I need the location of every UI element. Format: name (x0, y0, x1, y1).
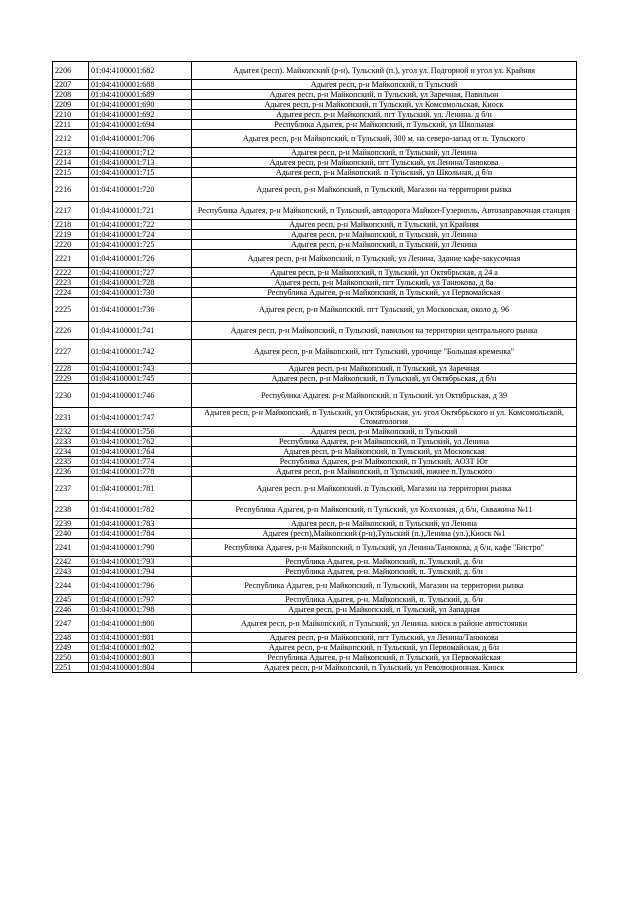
row-number-cell: 2248 (53, 633, 89, 643)
table-row (53, 168, 577, 178)
address-cell: Республика Адыгея, р-н Майкопский, п Тульский, ул Ленина (192, 437, 577, 447)
address-cell: Адыгея респ, р-н Майкопский, п Тульский, Магазин на территории рынка (192, 178, 577, 202)
cadastral-number-cell: 01:04:4100001:782 (89, 501, 192, 519)
table-row (53, 467, 577, 477)
row-number-cell: 2245 (53, 595, 89, 605)
table-row (53, 340, 577, 364)
cadastral-number-cell: 01:04:4100001:774 (89, 457, 192, 467)
cadastral-number-cell: 01:04:4100001:682 (89, 62, 192, 80)
row-number-cell: 2217 (53, 202, 89, 220)
cadastral-number-cell: 01:04:4100001:746 (89, 384, 192, 408)
address-cell: Адыгея респ. р-н Майкопский. п Тульский, Магазин на территории рынка (192, 477, 577, 501)
table-row (53, 408, 577, 427)
address-cell: Адыгея респ, р-н Майкопский, п Тульский, ул Ленина (192, 148, 577, 158)
row-number-cell: 2250 (53, 653, 89, 663)
table-row (53, 220, 577, 230)
cadastral-number-cell: 01:04:4100001:688 (89, 80, 192, 90)
table-row (53, 633, 577, 643)
row-number-cell: 2228 (53, 364, 89, 374)
address-cell: Адыгея респ, р-н Майкопский, п Тульский, павильон на территории центрального рынка (192, 322, 577, 340)
address-cell: Адыгея респ, р-н Майкопский. п Тульский, ул Школьная, д б/н (192, 168, 577, 178)
row-number-cell: 2206 (53, 62, 89, 80)
cadastral-number-cell: 01:04:4100001:800 (89, 615, 192, 633)
row-number-cell: 2238 (53, 501, 89, 519)
cadastral-number-cell: 01:04:4100001:796 (89, 577, 192, 595)
table-row (53, 457, 577, 467)
cadastral-number-cell: 01:04:4100001:743 (89, 364, 192, 374)
row-number-cell: 2208 (53, 90, 89, 100)
table-row (53, 250, 577, 268)
table-row (53, 529, 577, 539)
row-number-cell: 2223 (53, 278, 89, 288)
table-row (53, 62, 577, 80)
address-cell: Адыгея респ, р-н Майкопский, п Тульский, южнее п.Тульского (192, 467, 577, 477)
row-number-cell: 2222 (53, 268, 89, 278)
table-row (53, 110, 577, 120)
cadastral-number-cell: 01:04:4100001:706 (89, 130, 192, 148)
table-row (53, 605, 577, 615)
cadastral-number-cell: 01:04:4100001:728 (89, 278, 192, 288)
table-row (53, 288, 577, 298)
row-number-cell: 2211 (53, 120, 89, 130)
address-cell: Адыгея респ, р-н Майкопский, пгт Тульский, урочище "Большая кременка" (192, 340, 577, 364)
table-row (53, 384, 577, 408)
cadastral-number-cell: 01:04:4100001:724 (89, 230, 192, 240)
table-row (53, 437, 577, 447)
row-number-cell: 2225 (53, 298, 89, 322)
table-row (53, 80, 577, 90)
row-number-cell: 2209 (53, 100, 89, 110)
row-number-cell: 2251 (53, 663, 89, 673)
row-number-cell: 2210 (53, 110, 89, 120)
cadastral-number-cell: 01:04:4100001:801 (89, 633, 192, 643)
cadastral-number-cell: 01:04:4100001:722 (89, 220, 192, 230)
table-row (53, 501, 577, 519)
row-number-cell: 2244 (53, 577, 89, 595)
table-row (53, 278, 577, 288)
cadastral-number-cell: 01:04:4100001:720 (89, 178, 192, 202)
address-cell: Адыгея респ, р-н Майкопский, п Тульский, ул Комсомольская, Киоск (192, 100, 577, 110)
address-cell: Адыгея респ, р-н Майкопский, п Тульский, ул Ленина. киоск в районе автостоянки (192, 615, 577, 633)
row-number-cell: 2246 (53, 605, 89, 615)
row-number-cell: 2240 (53, 529, 89, 539)
cadastral-number-cell: 01:04:4100001:745 (89, 374, 192, 384)
row-number-cell: 2214 (53, 158, 89, 168)
address-cell: Республика Адыгея, р-н Майкопский, п Тульский, автодорога Майкоп-Гузерипль, Автозаправочная станция (192, 202, 577, 220)
address-cell: Республика Адыгея, р-н. Майкопский, п. Тульский, д. б/н (192, 567, 577, 577)
cadastral-number-cell: 01:04:4100001:778 (89, 467, 192, 477)
row-number-cell: 2235 (53, 457, 89, 467)
table-row (53, 202, 577, 220)
cadastral-number-cell: 01:04:4100001:784 (89, 529, 192, 539)
row-number-cell: 2226 (53, 322, 89, 340)
table-row (53, 577, 577, 595)
table-row (53, 158, 577, 168)
address-cell: Адыгея респ, р-н Майкопский, пгт Тульский, ул Ленина/Танюкова (192, 633, 577, 643)
table-row (53, 130, 577, 148)
table-row (53, 519, 577, 529)
address-cell: Адыгея респ, р-н Майкопский, п Тульский, ул Октябрьская, д 24 а (192, 268, 577, 278)
address-cell: Адыгея респ, р-н Майкопский, п Тульский, ул Крайняя (192, 220, 577, 230)
table-row (53, 557, 577, 567)
row-number-cell: 2233 (53, 437, 89, 447)
row-number-cell: 2229 (53, 374, 89, 384)
cadastral-number-cell: 01:04:4100001:798 (89, 605, 192, 615)
address-cell: Адыгея респ, р-н Майкопский, п Тульский (192, 80, 577, 90)
address-cell: Адыгея (респ),Майкопский (р-н),Тульский (п.),Ленина (ул.),Киоск №1 (192, 529, 577, 539)
table-row (53, 100, 577, 110)
cadastral-number-cell: 01:04:4100001:783 (89, 519, 192, 529)
row-number-cell: 2219 (53, 230, 89, 240)
row-number-cell: 2243 (53, 567, 89, 577)
row-number-cell: 2231 (53, 408, 89, 427)
table-row (53, 364, 577, 374)
cadastral-number-cell: 01:04:4100001:742 (89, 340, 192, 364)
table-row (53, 120, 577, 130)
address-cell: Адыгея респ, р-н Майкопский, п Тульский, 300 м. на северо-запад от п. Тульского (192, 130, 577, 148)
cadastral-number-cell: 01:04:4100001:797 (89, 595, 192, 605)
address-cell: Республика Адыгея, р-н Майкопский, п Тульский, АОЗТ Юг (192, 457, 577, 467)
address-cell: Адыгея респ, р-н Майкопский, п Тульский, ул Октябрьская, ул. угол Октябрьского и ул. Комсомольской, Стоматология (192, 408, 577, 427)
table-row (53, 268, 577, 278)
address-cell: Республика Адыгея, р-н. Майкопский, п. Тульский, д. б/н (192, 557, 577, 567)
address-cell: Адыгея (респ). Майкопский (р-н), Тульский (п.), угол ул. Подгорной и угол ул. Крайняя (192, 62, 577, 80)
table-row (53, 595, 577, 605)
row-number-cell: 2247 (53, 615, 89, 633)
cadastral-number-cell: 01:04:4100001:781 (89, 477, 192, 501)
cadastral-number-cell: 01:04:4100001:694 (89, 120, 192, 130)
row-number-cell: 2242 (53, 557, 89, 567)
cadastral-number-cell: 01:04:4100001:764 (89, 447, 192, 457)
cadastral-number-cell: 01:04:4100001:721 (89, 202, 192, 220)
row-number-cell: 2220 (53, 240, 89, 250)
row-number-cell: 2215 (53, 168, 89, 178)
address-cell: Адыгея респ, р-н Майкопский, пгт Тульский, ул Ленина/Танюкова (192, 158, 577, 168)
address-cell: Адыгея респ, р-н Майкопский, пгт Тульский, ул Танюкова, д 8а (192, 278, 577, 288)
row-number-cell: 2230 (53, 384, 89, 408)
row-number-cell: 2239 (53, 519, 89, 529)
table-row (53, 663, 577, 673)
cadastral-number-cell: 01:04:4100001:715 (89, 168, 192, 178)
cadastral-number-cell: 01:04:4100001:790 (89, 539, 192, 557)
address-cell: Республика Адыгея, р-н. Майкопский, п. Тульский, д. б/н (192, 595, 577, 605)
table-row (53, 567, 577, 577)
address-cell: Адыгея респ, р-н Майкопский, п Тульский, ул Западная (192, 605, 577, 615)
address-cell: Адыгея респ, р-н Майкопский, п Тульский, ул Революционная. Киоск (192, 663, 577, 673)
row-number-cell: 2224 (53, 288, 89, 298)
table-row (53, 322, 577, 340)
cadastral-number-cell: 01:04:4100001:689 (89, 90, 192, 100)
address-cell: Адыгея респ, р-н Майкопский, п Тульский, ул Ленина, Здание кафе-закусочная (192, 250, 577, 268)
table-row (53, 298, 577, 322)
table-row (53, 643, 577, 653)
table-row (53, 240, 577, 250)
table-row (53, 615, 577, 633)
cadastral-number-cell: 01:04:4100001:692 (89, 110, 192, 120)
cadastral-number-cell: 01:04:4100001:794 (89, 567, 192, 577)
address-cell: Адыгея респ, р-н Майкопский, п Тульский, ул Заречная (192, 364, 577, 374)
address-cell: Республика Адыгея, р-н Майкопский, п Тульский, ул Первомайская (192, 288, 577, 298)
row-number-cell: 2241 (53, 539, 89, 557)
cadastral-number-cell: 01:04:4100001:741 (89, 322, 192, 340)
row-number-cell: 2249 (53, 643, 89, 653)
cadastral-number-cell: 01:04:4100001:736 (89, 298, 192, 322)
cadastral-number-cell: 01:04:4100001:756 (89, 427, 192, 437)
row-number-cell: 2232 (53, 427, 89, 437)
row-number-cell: 2221 (53, 250, 89, 268)
address-cell: Республика Адыгея, р-н Майкопский, п Тульский, ул Школьная (192, 120, 577, 130)
cadastral-number-cell: 01:04:4100001:804 (89, 663, 192, 673)
property-table (52, 61, 577, 673)
address-cell: Адыгея респ, р-н Майкопский, п Тульский, ул Ленина (192, 230, 577, 240)
table-row (53, 148, 577, 158)
address-cell: Адыгея респ, р-н Майкопский, п Тульский, ул Первомайская, д б/н (192, 643, 577, 653)
address-cell: Адыгея респ, р-н Майкопский, п Тульский, ул Ленина (192, 519, 577, 529)
cadastral-number-cell: 01:04:4100001:730 (89, 288, 192, 298)
address-cell: Республика Адыгея, р-н Майкопский, п Тульский, ул Первомайская (192, 653, 577, 663)
row-number-cell: 2213 (53, 148, 89, 158)
cadastral-number-cell: 01:04:4100001:726 (89, 250, 192, 268)
table-row (53, 477, 577, 501)
row-number-cell: 2218 (53, 220, 89, 230)
table-row (53, 539, 577, 557)
cadastral-number-cell: 01:04:4100001:802 (89, 643, 192, 653)
cadastral-number-cell: 01:04:4100001:713 (89, 158, 192, 168)
row-number-cell: 2234 (53, 447, 89, 457)
cadastral-number-cell: 01:04:4100001:712 (89, 148, 192, 158)
address-cell: Адыгея респ, р-н Майкопский, п Тульский, ул Заречная, Павильон (192, 90, 577, 100)
property-table-body (53, 62, 577, 673)
row-number-cell: 2207 (53, 80, 89, 90)
cadastral-number-cell: 01:04:4100001:747 (89, 408, 192, 427)
table-row (53, 447, 577, 457)
address-cell: Адыгея респ, р-н Майкопский, п Тульский (192, 427, 577, 437)
cadastral-number-cell: 01:04:4100001:690 (89, 100, 192, 110)
cadastral-number-cell: 01:04:4100001:725 (89, 240, 192, 250)
cadastral-number-cell: 01:04:4100001:803 (89, 653, 192, 663)
row-number-cell: 2212 (53, 130, 89, 148)
cadastral-number-cell: 01:04:4100001:793 (89, 557, 192, 567)
row-number-cell: 2216 (53, 178, 89, 202)
address-cell: Республика Адыгея, р-н Майкопский, п Тульский, ул Колхозная, д б/н, Скважина №11 (192, 501, 577, 519)
cadastral-number-cell: 01:04:4100001:727 (89, 268, 192, 278)
table-row (53, 178, 577, 202)
table-row (53, 90, 577, 100)
table-row (53, 374, 577, 384)
row-number-cell: 2236 (53, 467, 89, 477)
address-cell: Адыгея респ, р-н Майкопский, п Тульский, ул Московская (192, 447, 577, 457)
address-cell: Республика Адыгея, р-н Майкопский, п Тульский, Магазин на территории рынка (192, 577, 577, 595)
address-cell: Республика Адыгея, р-н Майкопский, п Тульский, ул Ленина/Танюкова, д б/н, кафе "Бистро" (192, 539, 577, 557)
table-row (53, 427, 577, 437)
address-cell: Республика Адыгея. р-н Майкопский. п Тульский. ул Октябрьская, д 39 (192, 384, 577, 408)
address-cell: Адыгея респ, р-н Майкопский, п Тульский, ул Ленина (192, 240, 577, 250)
row-number-cell: 2227 (53, 340, 89, 364)
address-cell: Адыгея респ, р-н Майкопский, п Тульский, ул Октябрьская, д б/н (192, 374, 577, 384)
table-row (53, 230, 577, 240)
cadastral-number-cell: 01:04:4100001:762 (89, 437, 192, 447)
table-row (53, 653, 577, 663)
address-cell: Адыгея респ. р-н Майкопский. пгт Тульский. ул. Ленина. д б/н (192, 110, 577, 120)
row-number-cell: 2237 (53, 477, 89, 501)
address-cell: Адыгея респ, р-н Майкопский. пгт Тульский, ул Московская, около д. 96 (192, 298, 577, 322)
